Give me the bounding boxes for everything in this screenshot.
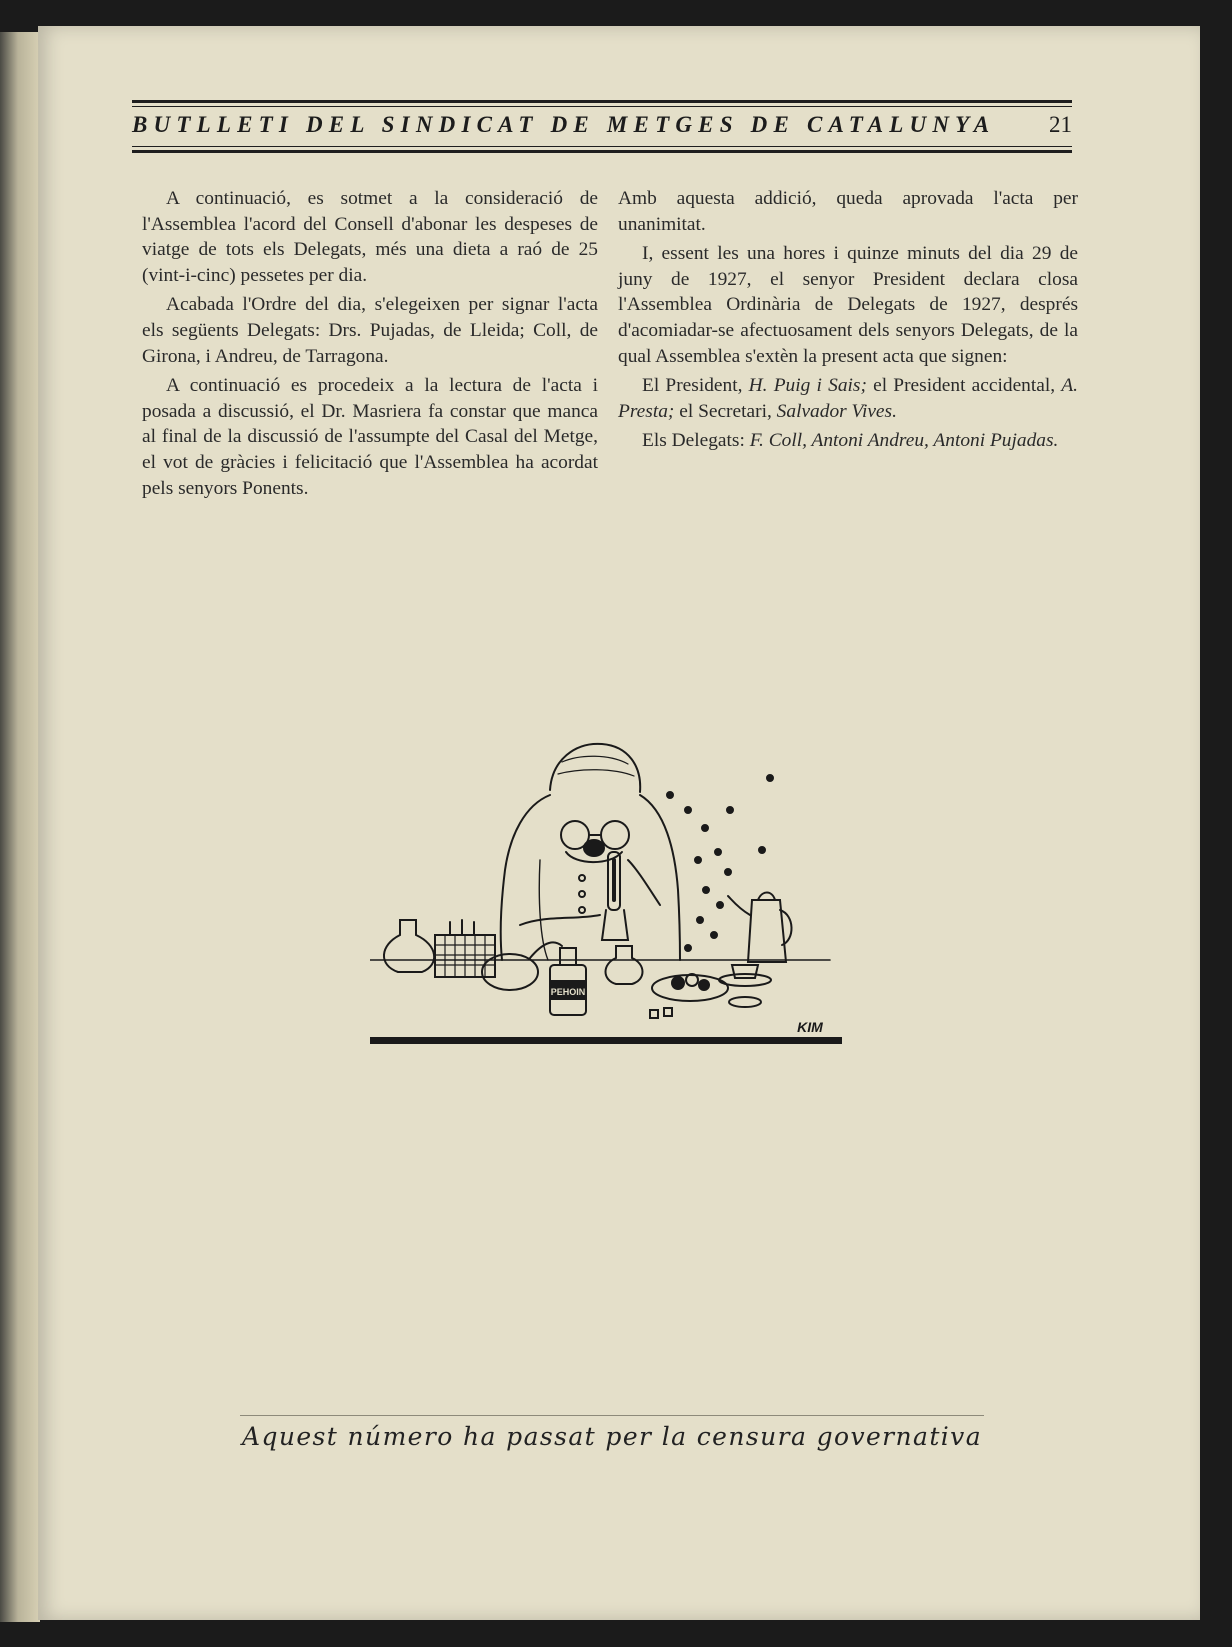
text: El President, [642, 375, 749, 397]
right-column [618, 186, 1078, 458]
paragraph: A continuació, es sotmet a la consideració de l'Assemblea l'acord del Consell d'abonar les despeses de viatge de tots els Delegats, més una dieta a raó de 25 (vint-i-cinc) pessetes per dia. [142, 188, 598, 286]
signatories-delegates [618, 428, 1078, 454]
signatory-name: F. Coll, Antoni Andreu, Antoni Pujadas. [749, 430, 1059, 452]
header-rule-top-thin [132, 106, 1072, 107]
journal-title: BUTLLETI DEL SINDICAT DE METGES DE CATALUNYA [132, 112, 996, 137]
book-spine-edge [0, 32, 40, 1622]
header-rule-top [132, 100, 1072, 103]
cartoon-illustration [370, 740, 850, 1050]
paragraph: Amb aquesta addició, queda aprovada l'acta per unanimitat. [618, 188, 1078, 235]
paragraph: I, essent les una hores i quinze minuts del dia 29 de juny de 1927, el senyor President declara closa l'Assemblea Ordinària de Delegats de 1927, després d'acomiadar-se afectuosament dels senyors Delegats, de la qual Assemblea s'extèn la present acta que signen: [618, 243, 1078, 367]
censorship-note: Aquest número ha passat per la censura governativa [241, 1422, 983, 1451]
artist-signature: KIM [797, 1019, 823, 1035]
page-number: 21 [1049, 112, 1072, 137]
header-rule-bottom [132, 150, 1072, 153]
header-rule-bottom-thin [132, 146, 1072, 147]
signatory-name: A. Presta; [618, 375, 1079, 422]
paragraph: Acabada l'Ordre del dia, s'elegeixen per signar l'acta els següents Delegats: Drs. Pujadas, de Lleida; Coll, de Girona, i Andreu, de Tarragona. [142, 294, 598, 367]
signatory-name: H. Puig i Sais; [748, 375, 867, 397]
signatories-officers [618, 373, 1078, 424]
footer-rule [240, 1415, 984, 1416]
text: Els Delegats: [642, 430, 750, 452]
paragraph: A continuació es procedeix a la lectura de l'acta i posada a discussió, el Dr. Masriera fa constar que manca al final de la discussió de l'assumpte del Casal del Metge, el vot de gràcies i felicitació que l'Assemblea ha acordat pels senyors Ponents. [142, 375, 598, 499]
text: el President accidental, [866, 375, 1062, 397]
left-column [142, 186, 598, 505]
text: el Secretari, [674, 400, 777, 422]
running-header [132, 100, 1072, 158]
signatory-name: Salvador Vives. [776, 400, 897, 422]
bottle-label: PEHOIN [550, 987, 586, 997]
